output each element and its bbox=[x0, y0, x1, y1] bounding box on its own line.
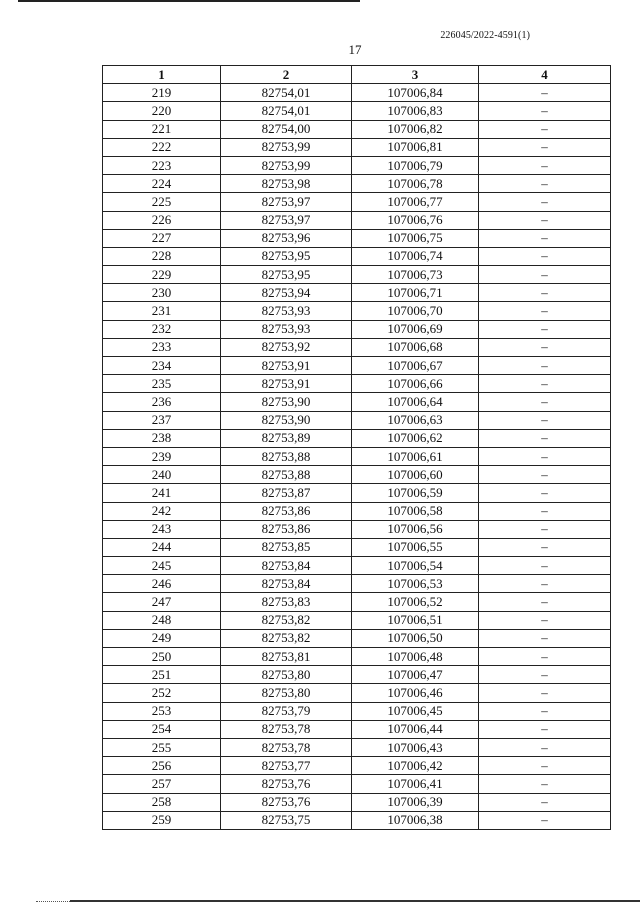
table-row bbox=[103, 84, 611, 102]
document-number: 226045/2022-4591(1) bbox=[440, 30, 530, 41]
y-coordinate-cell: 107006,61 bbox=[352, 447, 479, 465]
x-coordinate-cell: 82753,78 bbox=[221, 738, 352, 756]
point-number-cell: 249 bbox=[103, 629, 221, 647]
x-coordinate-cell: 82753,84 bbox=[221, 575, 352, 593]
note-cell: – bbox=[479, 520, 611, 538]
table-row bbox=[103, 247, 611, 265]
x-coordinate-cell: 82753,88 bbox=[221, 447, 352, 465]
column-header-2: 2 bbox=[221, 66, 352, 84]
coordinates-table bbox=[102, 65, 611, 830]
x-coordinate-cell: 82753,80 bbox=[221, 666, 352, 684]
table-row bbox=[103, 666, 611, 684]
x-coordinate-cell: 82753,92 bbox=[221, 338, 352, 356]
y-coordinate-cell: 107006,70 bbox=[352, 302, 479, 320]
x-coordinate-cell: 82753,93 bbox=[221, 302, 352, 320]
table-row bbox=[103, 229, 611, 247]
y-coordinate-cell: 107006,42 bbox=[352, 757, 479, 775]
x-coordinate-cell: 82753,97 bbox=[221, 211, 352, 229]
point-number-cell: 223 bbox=[103, 156, 221, 174]
note-cell: – bbox=[479, 648, 611, 666]
table-row bbox=[103, 302, 611, 320]
table-row bbox=[103, 211, 611, 229]
point-number-cell: 254 bbox=[103, 720, 221, 738]
x-coordinate-cell: 82753,90 bbox=[221, 393, 352, 411]
point-number-cell: 230 bbox=[103, 284, 221, 302]
table-row bbox=[103, 684, 611, 702]
x-coordinate-cell: 82754,01 bbox=[221, 102, 352, 120]
column-header-4: 4 bbox=[479, 66, 611, 84]
point-number-cell: 251 bbox=[103, 666, 221, 684]
note-cell: – bbox=[479, 557, 611, 575]
x-coordinate-cell: 82753,77 bbox=[221, 757, 352, 775]
point-number-cell: 246 bbox=[103, 575, 221, 593]
note-cell: – bbox=[479, 84, 611, 102]
table-row bbox=[103, 102, 611, 120]
table-row bbox=[103, 648, 611, 666]
note-cell: – bbox=[479, 538, 611, 556]
x-coordinate-cell: 82753,80 bbox=[221, 684, 352, 702]
y-coordinate-cell: 107006,44 bbox=[352, 720, 479, 738]
table-row bbox=[103, 611, 611, 629]
x-coordinate-cell: 82753,91 bbox=[221, 357, 352, 375]
y-coordinate-cell: 107006,58 bbox=[352, 502, 479, 520]
note-cell: – bbox=[479, 738, 611, 756]
x-coordinate-cell: 82753,78 bbox=[221, 720, 352, 738]
table-row bbox=[103, 575, 611, 593]
y-coordinate-cell: 107006,50 bbox=[352, 629, 479, 647]
table-body bbox=[103, 84, 611, 830]
x-coordinate-cell: 82753,85 bbox=[221, 538, 352, 556]
note-cell: – bbox=[479, 757, 611, 775]
page-number: 17 bbox=[348, 42, 362, 57]
y-coordinate-cell: 107006,47 bbox=[352, 666, 479, 684]
table-row bbox=[103, 175, 611, 193]
note-cell: – bbox=[479, 266, 611, 284]
point-number-cell: 228 bbox=[103, 247, 221, 265]
column-header-3: 3 bbox=[352, 66, 479, 84]
y-coordinate-cell: 107006,68 bbox=[352, 338, 479, 356]
y-coordinate-cell: 107006,62 bbox=[352, 429, 479, 447]
x-coordinate-cell: 82753,76 bbox=[221, 775, 352, 793]
point-number-cell: 245 bbox=[103, 557, 221, 575]
table-row bbox=[103, 375, 611, 393]
point-number-cell: 232 bbox=[103, 320, 221, 338]
x-coordinate-cell: 82753,81 bbox=[221, 648, 352, 666]
y-coordinate-cell: 107006,41 bbox=[352, 775, 479, 793]
y-coordinate-cell: 107006,54 bbox=[352, 557, 479, 575]
y-coordinate-cell: 107006,79 bbox=[352, 156, 479, 174]
x-coordinate-cell: 82753,75 bbox=[221, 811, 352, 829]
y-coordinate-cell: 107006,74 bbox=[352, 247, 479, 265]
x-coordinate-cell: 82753,83 bbox=[221, 593, 352, 611]
table-row bbox=[103, 502, 611, 520]
x-coordinate-cell: 82753,86 bbox=[221, 520, 352, 538]
point-number-cell: 236 bbox=[103, 393, 221, 411]
point-number-cell: 258 bbox=[103, 793, 221, 811]
table-row bbox=[103, 629, 611, 647]
note-cell: – bbox=[479, 720, 611, 738]
table-row bbox=[103, 757, 611, 775]
column-header-1: 1 bbox=[103, 66, 221, 84]
x-coordinate-cell: 82753,94 bbox=[221, 284, 352, 302]
y-coordinate-cell: 107006,71 bbox=[352, 284, 479, 302]
note-cell: – bbox=[479, 702, 611, 720]
note-cell: – bbox=[479, 684, 611, 702]
bottom-rule bbox=[70, 900, 640, 902]
table-row bbox=[103, 429, 611, 447]
x-coordinate-cell: 82753,82 bbox=[221, 629, 352, 647]
y-coordinate-cell: 107006,82 bbox=[352, 120, 479, 138]
x-coordinate-cell: 82753,97 bbox=[221, 193, 352, 211]
point-number-cell: 235 bbox=[103, 375, 221, 393]
table-row bbox=[103, 156, 611, 174]
note-cell: – bbox=[479, 247, 611, 265]
table-row bbox=[103, 775, 611, 793]
point-number-cell: 252 bbox=[103, 684, 221, 702]
x-coordinate-cell: 82753,76 bbox=[221, 793, 352, 811]
note-cell: – bbox=[479, 575, 611, 593]
bottom-dotted-rule bbox=[36, 899, 70, 902]
point-number-cell: 253 bbox=[103, 702, 221, 720]
x-coordinate-cell: 82753,90 bbox=[221, 411, 352, 429]
point-number-cell: 224 bbox=[103, 175, 221, 193]
note-cell: – bbox=[479, 393, 611, 411]
y-coordinate-cell: 107006,60 bbox=[352, 466, 479, 484]
y-coordinate-cell: 107006,56 bbox=[352, 520, 479, 538]
note-cell: – bbox=[479, 775, 611, 793]
point-number-cell: 222 bbox=[103, 138, 221, 156]
note-cell: – bbox=[479, 357, 611, 375]
table-header bbox=[103, 66, 611, 84]
x-coordinate-cell: 82753,99 bbox=[221, 138, 352, 156]
y-coordinate-cell: 107006,64 bbox=[352, 393, 479, 411]
y-coordinate-cell: 107006,51 bbox=[352, 611, 479, 629]
x-coordinate-cell: 82753,84 bbox=[221, 557, 352, 575]
y-coordinate-cell: 107006,43 bbox=[352, 738, 479, 756]
y-coordinate-cell: 107006,46 bbox=[352, 684, 479, 702]
x-coordinate-cell: 82753,96 bbox=[221, 229, 352, 247]
x-coordinate-cell: 82753,89 bbox=[221, 429, 352, 447]
x-coordinate-cell: 82753,79 bbox=[221, 702, 352, 720]
top-rule bbox=[18, 0, 360, 2]
table-row bbox=[103, 193, 611, 211]
point-number-cell: 244 bbox=[103, 538, 221, 556]
note-cell: – bbox=[479, 484, 611, 502]
note-cell: – bbox=[479, 138, 611, 156]
table-row bbox=[103, 266, 611, 284]
x-coordinate-cell: 82753,95 bbox=[221, 266, 352, 284]
point-number-cell: 227 bbox=[103, 229, 221, 247]
point-number-cell: 239 bbox=[103, 447, 221, 465]
note-cell: – bbox=[479, 302, 611, 320]
y-coordinate-cell: 107006,52 bbox=[352, 593, 479, 611]
y-coordinate-cell: 107006,76 bbox=[352, 211, 479, 229]
table-row bbox=[103, 393, 611, 411]
y-coordinate-cell: 107006,39 bbox=[352, 793, 479, 811]
table-row bbox=[103, 738, 611, 756]
note-cell: – bbox=[479, 411, 611, 429]
note-cell: – bbox=[479, 447, 611, 465]
table-row bbox=[103, 520, 611, 538]
point-number-cell: 234 bbox=[103, 357, 221, 375]
note-cell: – bbox=[479, 429, 611, 447]
note-cell: – bbox=[479, 211, 611, 229]
x-coordinate-cell: 82753,91 bbox=[221, 375, 352, 393]
point-number-cell: 255 bbox=[103, 738, 221, 756]
x-coordinate-cell: 82754,01 bbox=[221, 84, 352, 102]
note-cell: – bbox=[479, 229, 611, 247]
y-coordinate-cell: 107006,84 bbox=[352, 84, 479, 102]
x-coordinate-cell: 82753,86 bbox=[221, 502, 352, 520]
note-cell: – bbox=[479, 466, 611, 484]
table-row bbox=[103, 120, 611, 138]
point-number-cell: 240 bbox=[103, 466, 221, 484]
table-row bbox=[103, 138, 611, 156]
header-row bbox=[103, 66, 611, 84]
point-number-cell: 225 bbox=[103, 193, 221, 211]
y-coordinate-cell: 107006,66 bbox=[352, 375, 479, 393]
note-cell: – bbox=[479, 666, 611, 684]
note-cell: – bbox=[479, 120, 611, 138]
point-number-cell: 220 bbox=[103, 102, 221, 120]
note-cell: – bbox=[479, 502, 611, 520]
note-cell: – bbox=[479, 193, 611, 211]
point-number-cell: 250 bbox=[103, 648, 221, 666]
x-coordinate-cell: 82753,98 bbox=[221, 175, 352, 193]
table-row bbox=[103, 593, 611, 611]
note-cell: – bbox=[479, 593, 611, 611]
x-coordinate-cell: 82753,88 bbox=[221, 466, 352, 484]
point-number-cell: 219 bbox=[103, 84, 221, 102]
note-cell: – bbox=[479, 338, 611, 356]
y-coordinate-cell: 107006,38 bbox=[352, 811, 479, 829]
point-number-cell: 247 bbox=[103, 593, 221, 611]
table-row bbox=[103, 338, 611, 356]
x-coordinate-cell: 82753,93 bbox=[221, 320, 352, 338]
table-row bbox=[103, 411, 611, 429]
table-row bbox=[103, 484, 611, 502]
point-number-cell: 241 bbox=[103, 484, 221, 502]
note-cell: – bbox=[479, 629, 611, 647]
y-coordinate-cell: 107006,77 bbox=[352, 193, 479, 211]
point-number-cell: 238 bbox=[103, 429, 221, 447]
point-number-cell: 221 bbox=[103, 120, 221, 138]
table-row bbox=[103, 538, 611, 556]
table-row bbox=[103, 557, 611, 575]
table-row bbox=[103, 320, 611, 338]
y-coordinate-cell: 107006,59 bbox=[352, 484, 479, 502]
point-number-cell: 226 bbox=[103, 211, 221, 229]
note-cell: – bbox=[479, 793, 611, 811]
point-number-cell: 242 bbox=[103, 502, 221, 520]
x-coordinate-cell: 82753,87 bbox=[221, 484, 352, 502]
note-cell: – bbox=[479, 175, 611, 193]
table-row bbox=[103, 702, 611, 720]
point-number-cell: 229 bbox=[103, 266, 221, 284]
note-cell: – bbox=[479, 611, 611, 629]
y-coordinate-cell: 107006,81 bbox=[352, 138, 479, 156]
x-coordinate-cell: 82753,99 bbox=[221, 156, 352, 174]
x-coordinate-cell: 82753,82 bbox=[221, 611, 352, 629]
point-number-cell: 259 bbox=[103, 811, 221, 829]
y-coordinate-cell: 107006,73 bbox=[352, 266, 479, 284]
y-coordinate-cell: 107006,53 bbox=[352, 575, 479, 593]
note-cell: – bbox=[479, 375, 611, 393]
x-coordinate-cell: 82753,95 bbox=[221, 247, 352, 265]
y-coordinate-cell: 107006,83 bbox=[352, 102, 479, 120]
y-coordinate-cell: 107006,78 bbox=[352, 175, 479, 193]
note-cell: – bbox=[479, 320, 611, 338]
note-cell: – bbox=[479, 102, 611, 120]
y-coordinate-cell: 107006,67 bbox=[352, 357, 479, 375]
y-coordinate-cell: 107006,45 bbox=[352, 702, 479, 720]
y-coordinate-cell: 107006,63 bbox=[352, 411, 479, 429]
table-row bbox=[103, 811, 611, 829]
table-row bbox=[103, 793, 611, 811]
point-number-cell: 237 bbox=[103, 411, 221, 429]
table-row bbox=[103, 447, 611, 465]
y-coordinate-cell: 107006,55 bbox=[352, 538, 479, 556]
x-coordinate-cell: 82754,00 bbox=[221, 120, 352, 138]
point-number-cell: 243 bbox=[103, 520, 221, 538]
point-number-cell: 248 bbox=[103, 611, 221, 629]
table-row bbox=[103, 284, 611, 302]
point-number-cell: 256 bbox=[103, 757, 221, 775]
table-row bbox=[103, 720, 611, 738]
table-row bbox=[103, 357, 611, 375]
y-coordinate-cell: 107006,75 bbox=[352, 229, 479, 247]
note-cell: – bbox=[479, 811, 611, 829]
y-coordinate-cell: 107006,48 bbox=[352, 648, 479, 666]
point-number-cell: 231 bbox=[103, 302, 221, 320]
y-coordinate-cell: 107006,69 bbox=[352, 320, 479, 338]
table-row bbox=[103, 466, 611, 484]
point-number-cell: 233 bbox=[103, 338, 221, 356]
note-cell: – bbox=[479, 156, 611, 174]
point-number-cell: 257 bbox=[103, 775, 221, 793]
note-cell: – bbox=[479, 284, 611, 302]
